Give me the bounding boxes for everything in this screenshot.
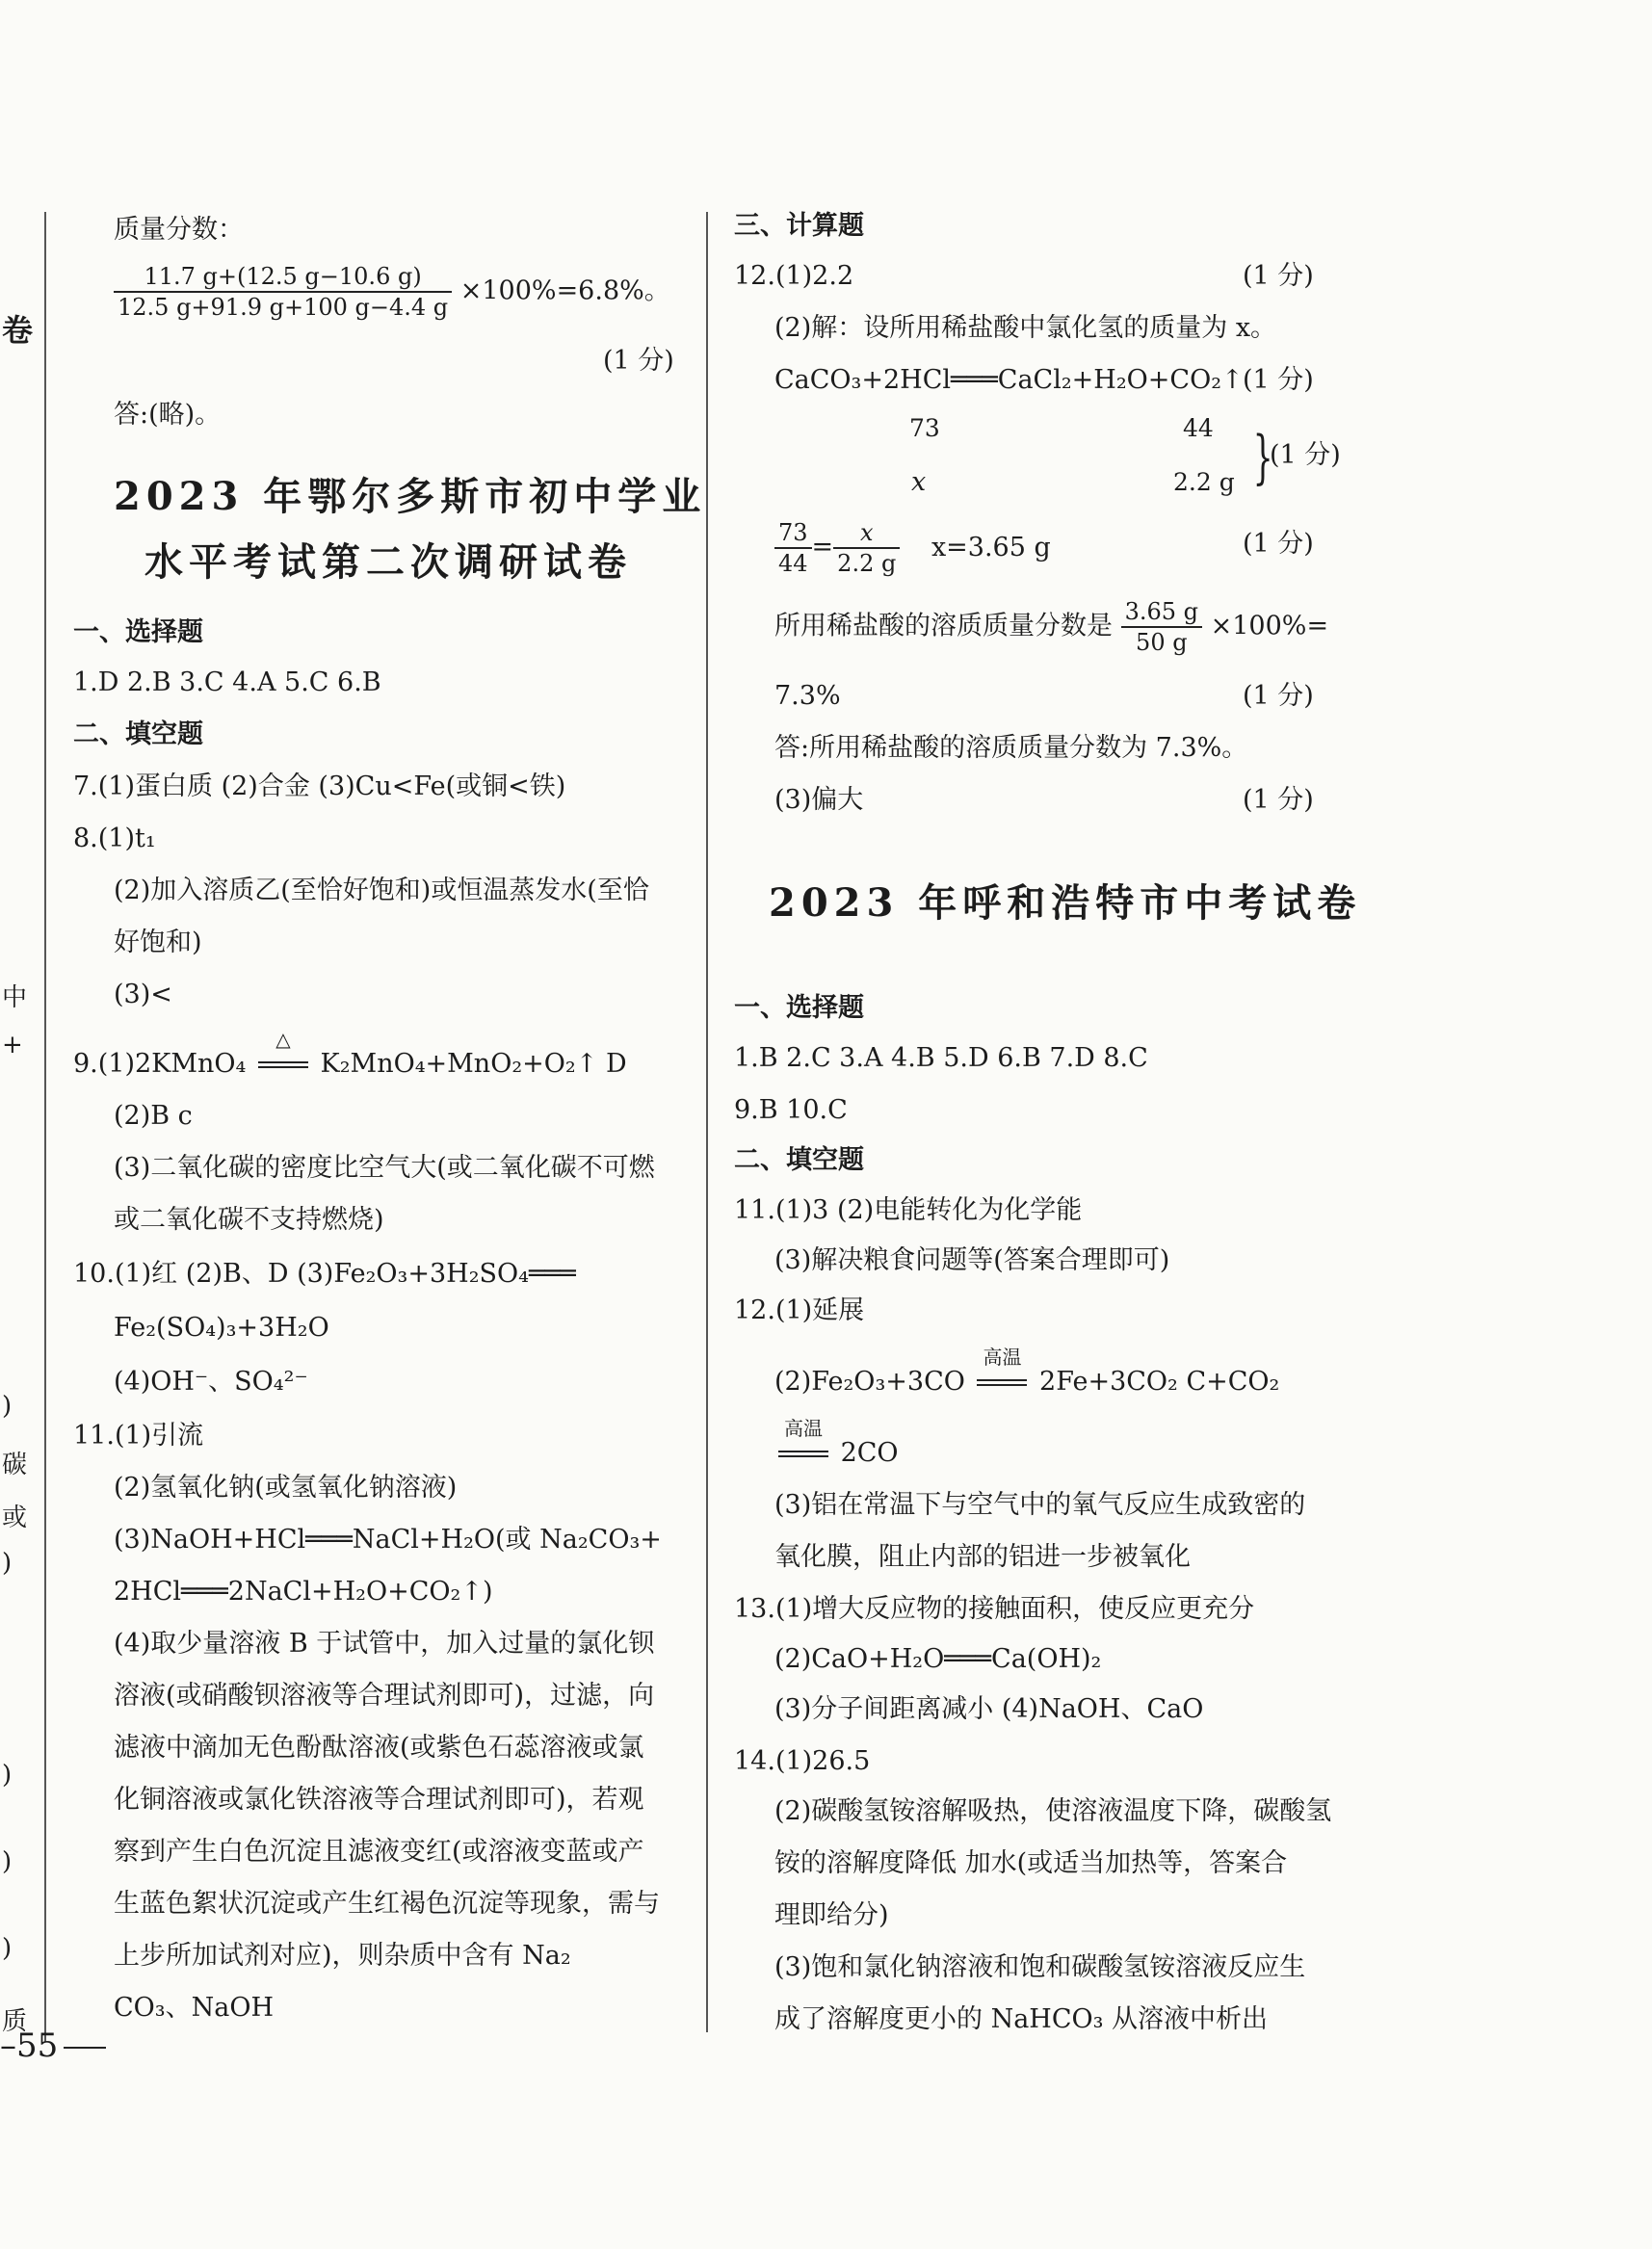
score: (1 分): [603, 346, 674, 376]
double-bar: [977, 1379, 1027, 1386]
answer-line: 成了溶解度更小的 NaHCO₃ 从溶液中析出: [774, 2004, 1269, 2034]
ratio-fraction-2: [833, 518, 900, 578]
heat-condition: [254, 1028, 312, 1081]
edge-char: ): [2, 1847, 13, 1876]
ratio-solution: x=3.65 g: [931, 532, 1051, 562]
answer-line: (3)解决粮食问题等(答案合理即可): [774, 1245, 1170, 1275]
edge-char: 卷: [2, 312, 34, 349]
chemical-equation: CaCO₃+2HCl═══CaCl₂+H₂O+CO₂↑: [774, 365, 1244, 395]
answer-line: 答:所用稀盐酸的溶质质量分数为 7.3%。: [774, 733, 1248, 763]
page-rule: [64, 2047, 106, 2049]
ratio-num: x: [833, 518, 900, 549]
answer-line: (3)二氧化碳的密度比空气大(或二氧化碳不可燃: [114, 1153, 655, 1183]
answer-line: 13.(1)增大反应物的接触面积，使反应更充分: [734, 1594, 1255, 1624]
mass-22g: 2.2 g: [1173, 468, 1235, 496]
fraction-numerator: 11.7 g+(12.5 g−10.6 g): [114, 262, 452, 293]
edge-char: 质: [2, 2007, 28, 2036]
answer-line: 生蓝色絮状沉淀或产生红褐色沉淀等现象，需与: [114, 1889, 660, 1919]
answer-line: (3)NaOH+HCl═══NaCl+H₂O(或 Na₂CO₃+: [114, 1525, 662, 1555]
edge-char: ): [2, 1392, 13, 1421]
column-divider: [706, 212, 708, 2032]
fraction-denominator: 12.5 g+91.9 g+100 g−4.4 g: [118, 294, 449, 321]
mass-fraction-formula: [114, 262, 670, 322]
edge-char: ): [2, 1549, 13, 1578]
score: (1 分): [1270, 440, 1341, 470]
edge-char: ): [2, 1934, 13, 1963]
heading-fill: 二、填空题: [73, 719, 203, 749]
answer-line: 或二氧化碳不支持燃烧): [114, 1205, 384, 1235]
percentage-label: 所用稀盐酸的溶质质量分数是: [774, 611, 1113, 641]
percentage-den: 50 g: [1136, 629, 1188, 656]
answer-line: 溶液(或硝酸钡溶液等合理试剂即可)，过滤，向: [114, 1681, 655, 1711]
choice-answers: 1.D 2.B 3.C 4.A 5.C 6.B: [73, 667, 381, 697]
left-margin-line: [44, 212, 46, 2042]
choice-answers: 9.B 10.C: [734, 1095, 848, 1125]
answer-line: 2HCl═══2NaCl+H₂O+CO₂↑): [114, 1577, 493, 1607]
edge-char: 碳: [2, 1451, 28, 1479]
answer-line: 好饱和): [114, 928, 202, 957]
percentage-num: 3.65 g: [1121, 597, 1202, 628]
ratio-equation: $\frac{73}{44}$ = $\frac{x}{2.2 g}$ x=3.65 g: [774, 518, 1051, 578]
page-dash: –: [0, 2027, 16, 2065]
score: (1 分): [1243, 529, 1314, 559]
unknown-x: x: [911, 467, 927, 497]
answer-line: 察到产生白色沉淀且滤液变红(或溶液变蓝或产: [114, 1837, 644, 1867]
high-temp-label: 高温: [784, 1417, 823, 1440]
answer-line-equation: [73, 1028, 627, 1081]
answer-line: 化铜溶液或氯化铁溶液等合理试剂即可)，若观: [114, 1785, 644, 1815]
edge-char: ): [2, 1761, 13, 1790]
percentage-fraction: [1121, 597, 1202, 657]
answer-line: 14.(1)26.5: [734, 1746, 871, 1776]
answer-line-equation: [774, 1417, 899, 1470]
answer-line: CO₃、NaOH: [114, 1993, 275, 2023]
page-number-value: 55: [16, 2027, 59, 2065]
mass-fraction-label: 质量分数：: [114, 215, 244, 245]
answer-line: 理即给分): [774, 1900, 889, 1930]
answer-line: 铵的溶解度降低 加水(或适当加热等，答案合: [774, 1848, 1288, 1878]
answer-line: (2)氢氧化钠(或氢氧化钠溶液): [114, 1473, 458, 1503]
fraction: [114, 262, 452, 322]
answer-line: 10.(1)红 (2)B、D (3)Fe₂O₃+3H₂SO₄═══: [73, 1259, 576, 1289]
answer-line: 7.3%: [774, 681, 841, 711]
score: (1 分): [1243, 261, 1314, 291]
edge-char: +: [2, 1031, 23, 1059]
answer-line: (3)分子间距离减小 (4)NaOH、CaO: [774, 1694, 1204, 1724]
edge-char: 或: [2, 1504, 28, 1532]
answer-line-equation: [774, 1346, 1280, 1399]
high-temp-label: 高温: [983, 1346, 1022, 1369]
score: (1 分): [1243, 785, 1314, 815]
section-title: 2023 年呼和浩特市中考试卷: [769, 880, 1362, 926]
double-bar: [258, 1061, 308, 1068]
equation-left: 9.(1)2KMnO₄: [73, 1049, 247, 1079]
answer-line: 上步所加试剂对应)，则杂质中含有 Na₂: [114, 1941, 571, 1971]
double-bar: [778, 1451, 828, 1457]
equation-right: 2Fe+3CO₂ C+CO₂: [1039, 1367, 1280, 1397]
answer-line: 滤液中滴加无色酚酞溶液(或紫色石蕊溶液或氯: [114, 1733, 644, 1763]
percentage-formula: [774, 597, 1328, 657]
answer-line: (4)取少量溶液 B 于试管中，加入过量的氯化钡: [114, 1629, 655, 1659]
ratio-fraction-1: [774, 518, 812, 578]
answer-line: Fe₂(SO₄)₃+3H₂O: [114, 1313, 329, 1343]
answer-line: 7.(1)蛋白质 (2)合金 (3)Cu<Fe(或铜<铁): [73, 771, 566, 801]
section-title-line1: 2023 年鄂尔多斯市初中学业: [114, 474, 707, 519]
answer-line: 8.(1)t₁: [73, 824, 156, 853]
percentage-tail: ×100%=: [1210, 611, 1329, 641]
answer-line: (2)B c: [114, 1101, 193, 1131]
answer-line: (2)解：设所用稀盐酸中氯化氢的质量为 x。: [774, 313, 1277, 343]
answer-line: 氧化膜，阻止内部的铝进一步被氧化: [774, 1542, 1191, 1572]
answer-line: (3)<: [114, 980, 172, 1009]
heading-choice: 一、选择题: [73, 617, 203, 647]
answer-line: (4)OH⁻、SO₄²⁻: [114, 1367, 308, 1397]
ratio-den: 2.2 g: [837, 550, 897, 577]
equation-left: (2)Fe₂O₃+3CO: [774, 1367, 965, 1397]
heading-fill: 二、填空题: [734, 1145, 864, 1175]
equation-right: K₂MnO₄+MnO₂+O₂↑ D: [320, 1049, 627, 1079]
choice-answers: 1.B 2.C 3.A 4.B 5.D 6.B 7.D 8.C: [734, 1043, 1148, 1073]
answer-line: 11.(1)引流: [73, 1421, 204, 1451]
answer-line: (3)偏大: [774, 785, 864, 815]
answer-line: 11.(1)3 (2)电能转化为化学能: [734, 1195, 1083, 1225]
molar-mass-73: 73: [909, 414, 940, 442]
answer-line: (2)CaO+H₂O═══Ca(OH)₂: [774, 1644, 1102, 1674]
score: (1 分): [1243, 681, 1314, 711]
answer-line: 12.(1)2.2: [734, 261, 854, 291]
molar-mass-44: 44: [1183, 414, 1214, 442]
heading-calc: 三、计算题: [734, 211, 864, 241]
delta-symbol: △: [275, 1028, 291, 1051]
ratio-den: 44: [778, 550, 808, 577]
score: (1 分): [1243, 365, 1314, 395]
answer-line: (2)碳酸氢铵溶解吸热，使溶液温度下降，碳酸氢: [774, 1796, 1332, 1826]
section-title-line2: 水平考试第二次调研试卷: [144, 539, 632, 585]
answer-line: (3)铝在常温下与空气中的氧气反应生成致密的: [774, 1490, 1306, 1520]
answer-line: (2)加入溶质乙(至恰好饱和)或恒温蒸发水(至恰: [114, 876, 649, 905]
answer-line: (3)饱和氯化钠溶液和饱和碳酸氢铵溶液反应生: [774, 1952, 1306, 1982]
answer-text: 答:(略)。: [114, 400, 222, 430]
heading-choice: 一、选择题: [734, 993, 864, 1023]
page-number: [0, 2027, 106, 2065]
equation-right: 2CO: [840, 1438, 899, 1468]
brace: }: [1252, 424, 1273, 491]
ratio-num: 73: [774, 518, 812, 549]
fraction-tail: ×100%=6.8%。: [459, 275, 670, 306]
high-temp-condition: [973, 1346, 1031, 1399]
high-temp-condition: [774, 1417, 832, 1470]
answer-line: 12.(1)延展: [734, 1295, 865, 1325]
edge-char: 中: [2, 983, 28, 1012]
